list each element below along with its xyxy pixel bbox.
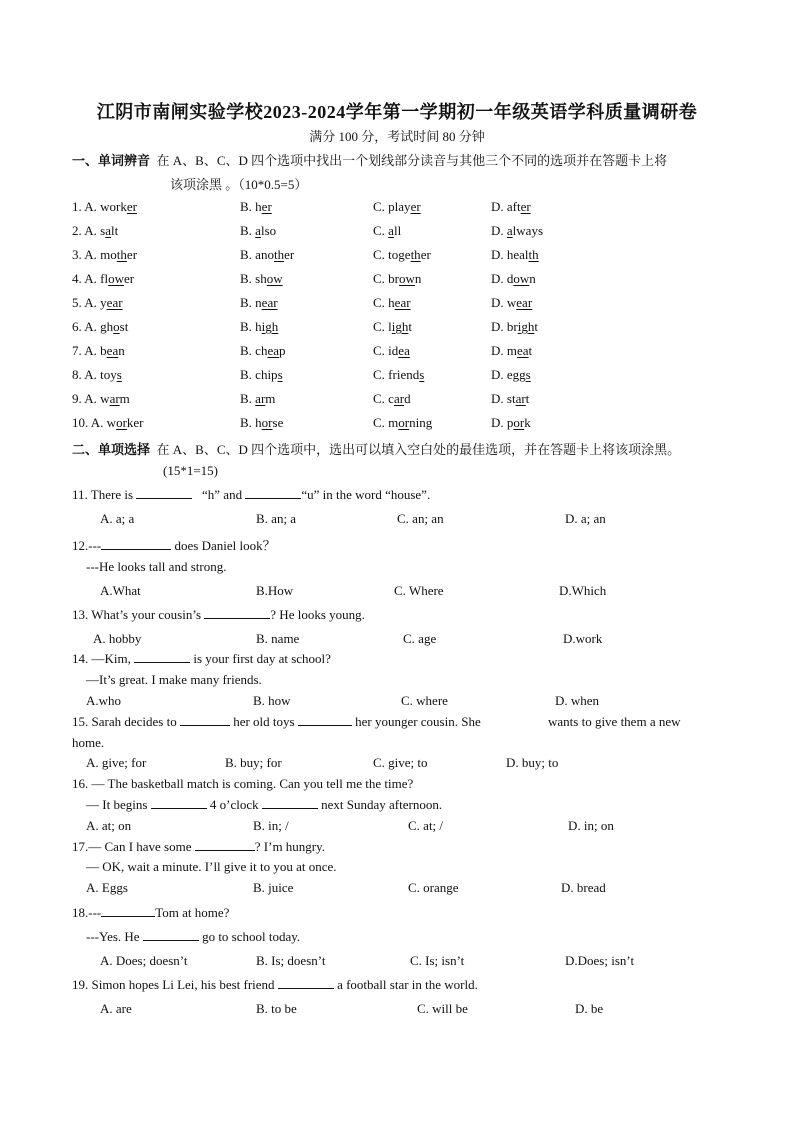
q18-option-d: D.Does; isn’t [565, 953, 635, 968]
question-16: 16. — The basketball match is coming. Can you tell me the time? [72, 776, 414, 791]
q14-option-b: B. how [253, 693, 291, 708]
question-14: 14. —Kim, is your first day at school? [72, 651, 331, 666]
item7-option-b: B. cheap [240, 343, 286, 358]
item7-option-c: C. idea [373, 343, 410, 358]
item6-option-c: C. light [373, 319, 413, 334]
q14-answer-line: —It’s great. I make many friends. [86, 672, 262, 687]
q12-answer-line: ---He looks tall and strong. [86, 559, 227, 574]
q17-option-c: C. orange [408, 880, 459, 895]
q19-option-d: D. be [575, 1001, 604, 1016]
q12-option-d: D.Which [559, 583, 607, 598]
section2-heading: 二、单项选择 在 A、B、C、D 四个选项中，选出可以填入空白处的最佳选项，并在答题卡上将该项涂黑。 [72, 442, 681, 457]
item2-option-b: B. also [240, 223, 277, 238]
q15-option-c: C. give; to [373, 755, 428, 770]
item5-option-c: C. hear [373, 295, 411, 310]
item4-option-b: B. show [240, 271, 283, 286]
question-15-line2: home. [72, 735, 105, 750]
question-15-cont: wants to give them a new [548, 714, 681, 729]
question-16-line2: — It begins 4 o’clock next Sunday afternoon. [86, 797, 443, 812]
q13-option-a: A. hobby [93, 631, 142, 646]
question-15: 15. Sarah decides to her old toys her younger cousin. She [72, 714, 481, 729]
question-12: 12.--- does Daniel look？ [72, 538, 276, 553]
item3-option-a: 3. A. mother [72, 247, 138, 262]
item1-option-a: 1. A. worker [72, 199, 137, 214]
item9-option-c: C. card [373, 391, 411, 406]
item3-option-b: B. another [240, 247, 295, 262]
item7-option-d: D. meat [491, 343, 533, 358]
q17-option-a: A. Eggs [86, 880, 128, 895]
item6-option-b: B. high [240, 319, 279, 334]
q12-option-b: B.How [256, 583, 294, 598]
q19-option-c: C. will be [417, 1001, 468, 1016]
item5-option-d: D. wear [491, 295, 533, 310]
item3-option-c: C. together [373, 247, 431, 262]
item10-option-c: C. morning [373, 415, 433, 430]
item9-option-d: D. start [491, 391, 530, 406]
section1-heading: 一、单词辨音 在 A、B、C、D 四个选项中找出一个划线部分读音与其他三个不同的选项并在答题卡上将 [72, 153, 668, 168]
item6-option-d: D. bright [491, 319, 538, 334]
question-18-line2: ---Yes. He go to school today. [86, 929, 301, 944]
question-19: 19. Simon hopes Li Lei, his best friend a football star in the world. [72, 977, 478, 992]
item5-option-a: 5. A. year [72, 295, 123, 310]
q15-option-d: D. buy; to [506, 755, 559, 770]
q11-option-c: C. an; an [397, 511, 444, 526]
q15-option-b: B. buy; for [225, 755, 282, 770]
q12-option-a: A.What [100, 583, 141, 598]
item10-option-a: 10. A. worker [72, 415, 144, 430]
q15-option-a: A. give; for [86, 755, 147, 770]
item8-option-a: 8. A. toys [72, 367, 122, 382]
item4-option-d: D. down [491, 271, 536, 286]
item2-option-d: D. always [491, 223, 544, 238]
item8-option-c: C. friends [373, 367, 425, 382]
item8-option-d: D. eggs [491, 367, 531, 382]
section2-score: (15*1=15) [163, 463, 218, 478]
exam-subtitle: 满分 100 分，考试时间 80 分钟 [309, 129, 485, 144]
item9-option-a: 9. A. warm [72, 391, 130, 406]
question-18: 18.--- Tom at home? [72, 905, 230, 920]
item1-option-d: D. after [491, 199, 531, 214]
q12-option-c: C. Where [394, 583, 444, 598]
q11-option-b: B. an; a [256, 511, 297, 526]
q16-option-b: B. in; / [253, 818, 289, 833]
item4-option-c: C. brown [373, 271, 422, 286]
item2-option-a: 2. A. salt [72, 223, 119, 238]
item10-option-d: D. pork [491, 415, 531, 430]
q17-option-b: B. juice [253, 880, 294, 895]
q16-option-c: C. at; / [408, 818, 444, 833]
q13-option-b: B. name [256, 631, 300, 646]
section1-instruction: 该项涂黑 。（10*0.5=5） [170, 177, 308, 192]
q11-option-a: A. a; a [100, 511, 135, 526]
q14-option-a: A.who [86, 693, 122, 708]
q16-option-a: A. at; on [86, 818, 132, 833]
exam-title: 江阴市南闸实验学校2023-2024学年第一学期初一年级英语学科质量调研卷 [96, 102, 698, 122]
q14-option-c: C. where [401, 693, 448, 708]
item1-option-c: C. player [373, 199, 421, 214]
item2-option-c: C. all [373, 223, 402, 238]
q17-option-d: D. bread [561, 880, 606, 895]
q16-option-d: D. in; on [568, 818, 614, 833]
q14-option-d: D. when [555, 693, 600, 708]
question-13: 13. What’s your cousin’s ? He looks young. [72, 607, 365, 622]
q18-option-c: C. Is; isn’t [410, 953, 465, 968]
question-17: 17.— Can I have some ? I’m hungry. [72, 839, 326, 854]
item9-option-b: B. arm [240, 391, 276, 406]
q19-option-b: B. to be [256, 1001, 297, 1016]
question-17-line2: — OK, wait a minute. I’ll give it to you at once. [86, 859, 337, 874]
q13-option-d: D.work [563, 631, 603, 646]
q18-option-b: B. Is; doesn’t [256, 953, 326, 968]
item5-option-b: B. near [240, 295, 278, 310]
item7-option-a: 7. A. bean [72, 343, 125, 358]
item4-option-a: 4. A. flower [72, 271, 135, 286]
q19-option-a: A. are [100, 1001, 132, 1016]
q18-option-a: A. Does; doesn’t [100, 953, 188, 968]
q11-option-d: D. a; an [565, 511, 606, 526]
item6-option-a: 6. A. ghost [72, 319, 129, 334]
item8-option-b: B. chips [240, 367, 283, 382]
q13-option-c: C. age [403, 631, 437, 646]
item3-option-d: D. health [491, 247, 539, 262]
item1-option-b: B. her [240, 199, 272, 214]
item10-option-b: B. horse [240, 415, 284, 430]
question-11: 11. There is “h” and “u” in the word “house”. [72, 487, 431, 502]
